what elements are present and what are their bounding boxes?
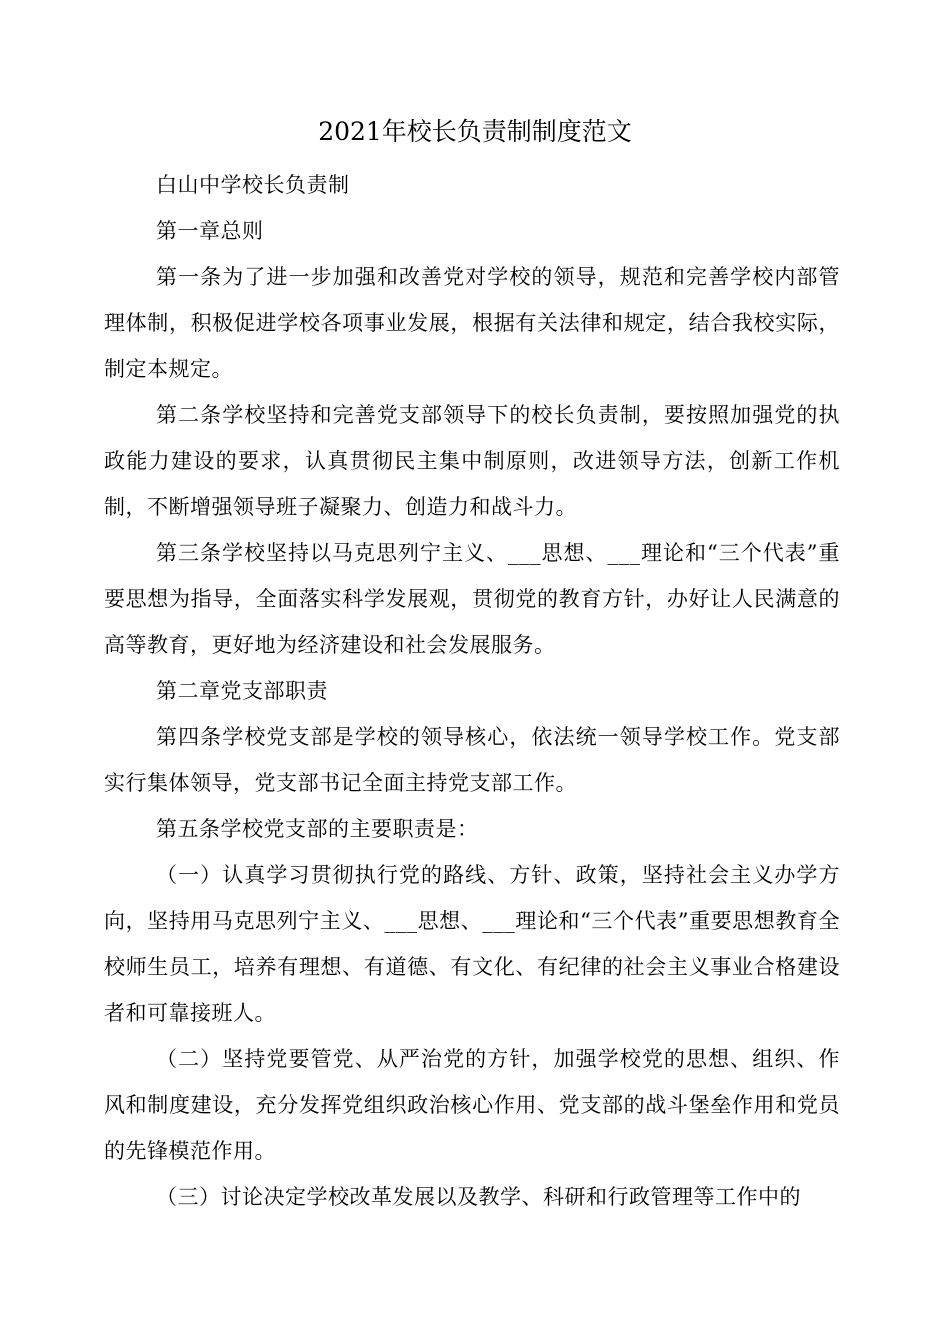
article-paragraph: 第一条为了进一步加强和改善党对学校的领导，规范和完善学校内部管理体制，积极促进学校各项事业发展，根据有关法律和规定，结合我校实际，制定本规定。 [104, 265, 840, 381]
document-title: 2021年校长负责制制度范文 [318, 117, 632, 146]
chapter-heading: 第一章总则 [156, 219, 264, 243]
article-paragraph: 第四条学校党支部是学校的领导核心，依法统一领导学校工作。党支部实行集体领导，党支部书记全面主持党支部工作。 [104, 725, 840, 795]
list-item-paragraph: （三）讨论决定学校改革发展以及教学、科研和行政管理等工作中的 [156, 1185, 801, 1209]
article-paragraph: 第五条学校党支部的主要职责是： [156, 817, 479, 841]
article-paragraph: 第三条学校坚持以马克思列宁主义、___思想、___理论和“三个代表”重要思想为指导，全面落实科学发展观，贯彻党的教育方针，办好让人民满意的高等教育，更好地为经济建设和社会发展服务。 [104, 541, 840, 657]
chapter-heading: 第二章党支部职责 [156, 679, 328, 703]
school-name-line: 白山中学校长负责制 [156, 173, 350, 197]
article-paragraph: 第二条学校坚持和完善党支部领导下的校长负责制，要按照加强党的执政能力建设的要求，认真贯彻民主集中制原则，改进领导方法，创新工作机制，不断增强领导班子凝聚力、创造力和战斗力。 [104, 403, 840, 519]
document-body [104, 162, 840, 1220]
list-item-paragraph: （二）坚持党要管党、从严治党的方针，加强学校党的思想、组织、作风和制度建设，充分发挥党组织政治核心作用、党支部的战斗堡垒作用和党员的先锋模范作用。 [104, 1047, 840, 1163]
list-item-paragraph: （一）认真学习贯彻执行党的路线、方针、政策，坚持社会主义办学方向，坚持用马克思列宁主义、___思想、___理论和“三个代表”重要思想教育全校师生员工，培养有理想、有道德、有文化、有纪律的社会主义事业合格建设者和可靠接班人。 [104, 863, 840, 1025]
